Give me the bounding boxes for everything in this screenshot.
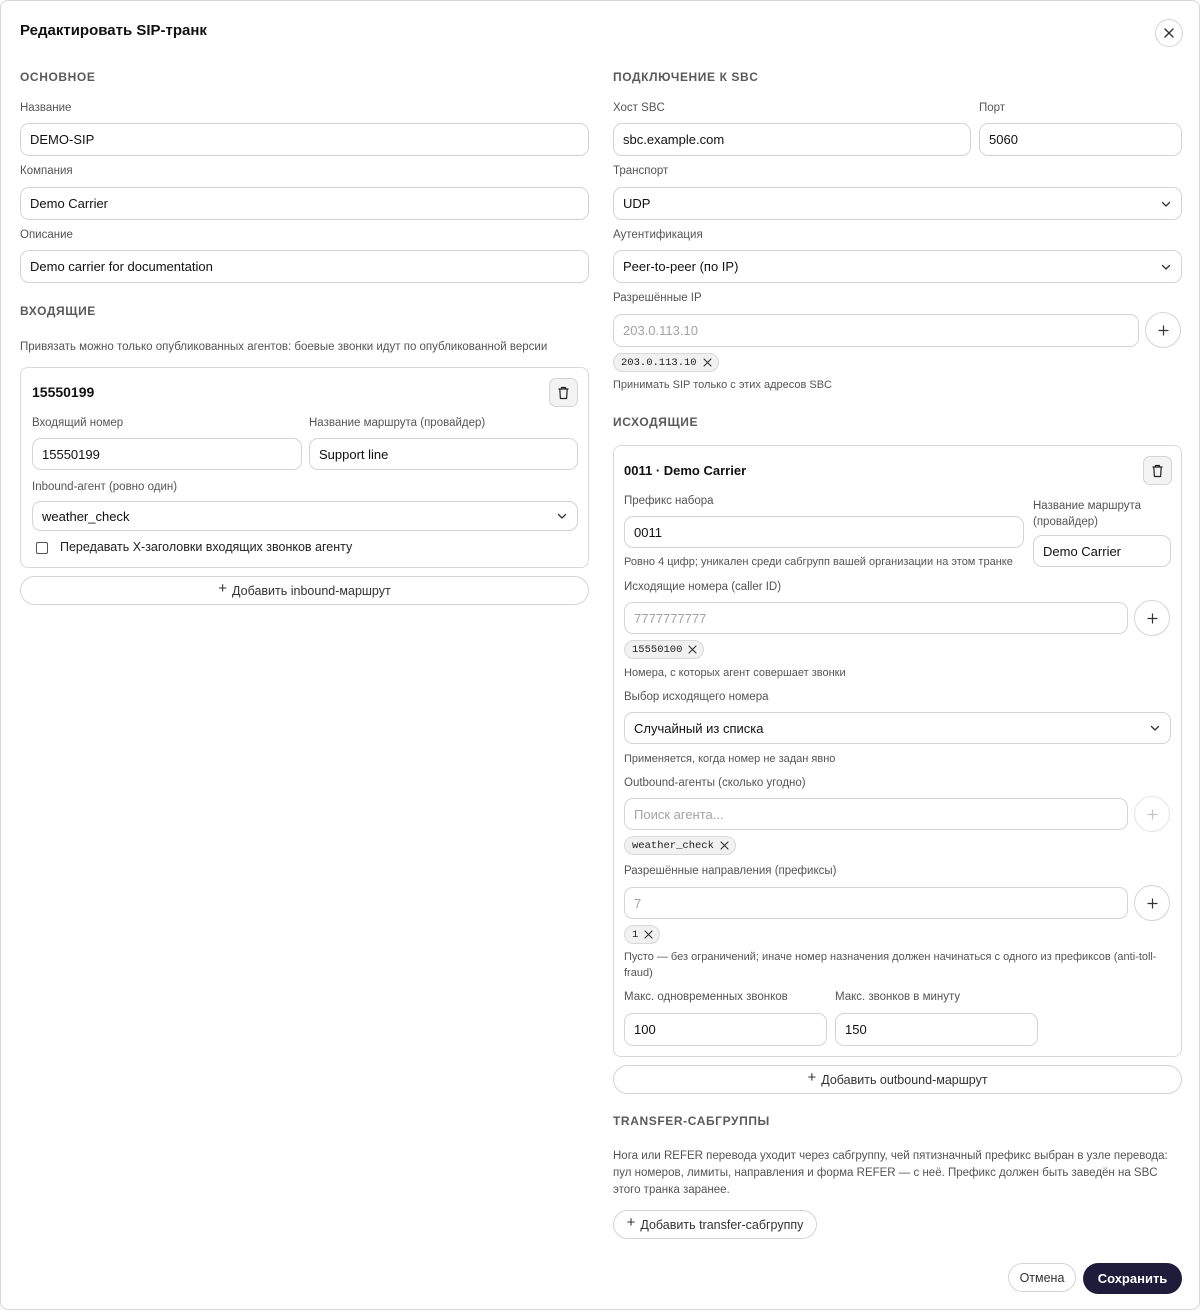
section-title-basic: ОСНОВНОЕ bbox=[20, 70, 96, 84]
sbc-host-label: Хост SBC bbox=[613, 102, 665, 114]
inbound-number-input[interactable]: 15550199 bbox=[32, 438, 302, 470]
agent-chip-text: weather_check bbox=[632, 839, 714, 852]
auth-label: Аутентификация bbox=[613, 229, 703, 241]
add-agent-button[interactable] bbox=[1134, 796, 1170, 832]
agent-chip bbox=[624, 836, 736, 855]
delete-outbound-route-button[interactable] bbox=[1143, 456, 1172, 485]
chevron-down-icon bbox=[1160, 261, 1172, 273]
remove-icon[interactable] bbox=[720, 841, 729, 850]
cancel-button[interactable]: Отмена bbox=[1008, 1263, 1076, 1292]
add-outbound-route-label: Добавить outbound-маршрут bbox=[821, 1072, 988, 1087]
prefix-label: Префикс набора bbox=[624, 495, 714, 507]
name-label: Название bbox=[20, 102, 72, 114]
outbound-route-name-label: Название маршрута (провайдер) bbox=[1033, 500, 1142, 528]
inbound-agent-value: weather_check bbox=[42, 508, 130, 524]
prefix-input[interactable]: 0011 bbox=[624, 516, 1024, 548]
directions-label: Разрешённые направления (префиксы) bbox=[624, 865, 837, 877]
add-transfer-subgroup-button[interactable] bbox=[613, 1210, 817, 1239]
sbc-port-input[interactable]: 5060 bbox=[979, 123, 1182, 156]
description-input[interactable]: Demo carrier for documentation bbox=[20, 250, 589, 283]
plus-icon: + bbox=[218, 580, 228, 597]
sbc-port-label: Порт bbox=[979, 102, 1006, 114]
add-outbound-route-button[interactable] bbox=[613, 1065, 1182, 1094]
allowed-ip-chip-text: 203.0.113.10 bbox=[621, 356, 697, 369]
outbound-route-title: 0011 · Demo Carrier bbox=[624, 463, 747, 478]
plus-icon bbox=[1147, 898, 1158, 909]
selection-label: Выбор исходящего номера bbox=[624, 691, 769, 703]
max-concurrent-label: Макс. одновременных звонков bbox=[624, 991, 788, 1003]
direction-chip-text: 1 bbox=[632, 928, 639, 941]
inbound-route-name-label: Название маршрута (провайдер) bbox=[309, 417, 486, 429]
agent-search-input[interactable]: Поиск агента... bbox=[624, 798, 1128, 830]
dialog-title: Редактировать SIP-транк bbox=[20, 22, 207, 39]
caller-id-input[interactable]: 7777777777 bbox=[624, 602, 1128, 634]
plus-icon: + bbox=[626, 1214, 636, 1231]
inbound-hint: Привязать можно только опубликованных агентов: боевые звонки идут по опубликованной версии bbox=[20, 341, 548, 353]
plus-icon: + bbox=[807, 1069, 817, 1086]
outbound-route-name-input[interactable]: Demo Carrier bbox=[1033, 535, 1171, 567]
company-label: Компания bbox=[20, 165, 73, 177]
close-button[interactable] bbox=[1155, 19, 1183, 47]
add-direction-button[interactable] bbox=[1134, 885, 1170, 921]
inbound-route-title: 15550199 bbox=[32, 384, 95, 400]
add-transfer-subgroup-label: Добавить transfer-сабгруппу bbox=[640, 1217, 804, 1232]
auth-value: Peer-to-peer (по IP) bbox=[623, 259, 739, 274]
company-input[interactable]: Demo Carrier bbox=[20, 187, 589, 220]
caller-id-chip-text: 15550100 bbox=[632, 643, 683, 656]
add-allowed-ip-button[interactable] bbox=[1145, 312, 1181, 348]
section-title-sbc: ПОДКЛЮЧЕНИЕ К SBC bbox=[613, 70, 759, 84]
trash-icon bbox=[557, 386, 570, 400]
pass-headers-label: Передавать X-заголовки входящих звонков агенту bbox=[60, 540, 353, 554]
allowed-ip-chip bbox=[613, 353, 719, 372]
chevron-down-icon bbox=[556, 510, 568, 522]
name-input[interactable]: DEMO-SIP bbox=[20, 123, 589, 156]
selection-hint: Применяется, когда номер не задан явно bbox=[624, 753, 836, 765]
inbound-number-label: Входящий номер bbox=[32, 417, 124, 429]
remove-icon[interactable] bbox=[703, 358, 712, 367]
inbound-agent-label: Inbound-агент (ровно один) bbox=[32, 481, 178, 493]
transport-select[interactable] bbox=[613, 187, 1182, 220]
selection-select[interactable] bbox=[624, 712, 1171, 744]
auth-select[interactable] bbox=[613, 250, 1182, 283]
description-label: Описание bbox=[20, 229, 73, 241]
direction-chip bbox=[624, 925, 660, 944]
directions-hint: Пусто — без ограничений; иначе номер назначения должен начинаться с одного из префиксов (anti-toll-fraud) bbox=[624, 951, 1157, 979]
remove-icon[interactable] bbox=[688, 645, 697, 654]
add-caller-id-button[interactable] bbox=[1134, 600, 1170, 636]
inbound-route-card bbox=[20, 367, 589, 568]
delete-inbound-route-button[interactable] bbox=[549, 378, 578, 407]
allowed-ip-hint: Принимать SIP только с этих адресов SBC bbox=[613, 379, 832, 391]
max-per-minute-label: Макс. звонков в минуту bbox=[835, 991, 961, 1003]
caller-id-hint: Номера, с которых агент совершает звонки bbox=[624, 667, 846, 679]
allowed-ip-input[interactable]: 203.0.113.10 bbox=[613, 314, 1139, 347]
save-button[interactable]: Сохранить bbox=[1083, 1263, 1182, 1294]
remove-icon[interactable] bbox=[644, 930, 653, 939]
max-concurrent-input[interactable]: 100 bbox=[624, 1013, 827, 1046]
plus-icon bbox=[1158, 325, 1169, 336]
selection-value: Случайный из списка bbox=[634, 720, 764, 736]
inbound-route-name-input[interactable]: Support line bbox=[309, 438, 578, 470]
close-icon bbox=[1163, 27, 1175, 39]
agents-label: Outbound-агенты (сколько угодно) bbox=[624, 777, 806, 789]
inbound-agent-select[interactable] bbox=[32, 501, 578, 531]
transfer-hint: Нога или REFER перевода уходит через сабгруппу, чей пятизначный префикс выбран в узле перевода: пул номеров, лимиты, направления и форма REFER — с неё. Префикс должен быть заведён на SBC этого транка заранее. bbox=[613, 1150, 1168, 1196]
chevron-down-icon bbox=[1160, 198, 1172, 210]
caller-id-label: Исходящие номера (caller ID) bbox=[624, 581, 782, 593]
sbc-host-input[interactable]: sbc.example.com bbox=[613, 123, 971, 156]
pass-headers-checkbox[interactable] bbox=[36, 542, 48, 554]
add-inbound-route-label: Добавить inbound-маршрут bbox=[232, 583, 391, 598]
add-inbound-route-button[interactable] bbox=[20, 576, 589, 605]
section-title-inbound: ВХОДЯЩИЕ bbox=[20, 304, 96, 318]
transport-value: UDP bbox=[623, 196, 651, 211]
max-per-minute-input[interactable]: 150 bbox=[835, 1013, 1038, 1046]
trash-icon bbox=[1151, 464, 1164, 478]
allowed-ip-label: Разрешённые IP bbox=[613, 292, 702, 304]
section-title-outbound: ИСХОДЯЩИЕ bbox=[613, 415, 699, 429]
plus-icon bbox=[1147, 613, 1158, 624]
prefix-hint: Ровно 4 цифр; уникален среди сабгрупп вашей организации на этом транке bbox=[624, 556, 1013, 568]
caller-id-chip bbox=[624, 640, 704, 659]
outbound-route-card bbox=[613, 445, 1182, 1057]
plus-icon bbox=[1147, 809, 1158, 820]
transport-label: Транспорт bbox=[613, 165, 669, 177]
directions-input[interactable]: 7 bbox=[624, 887, 1128, 919]
section-title-transfer: TRANSFER-САБГРУППЫ bbox=[613, 1114, 770, 1128]
chevron-down-icon bbox=[1149, 722, 1161, 734]
